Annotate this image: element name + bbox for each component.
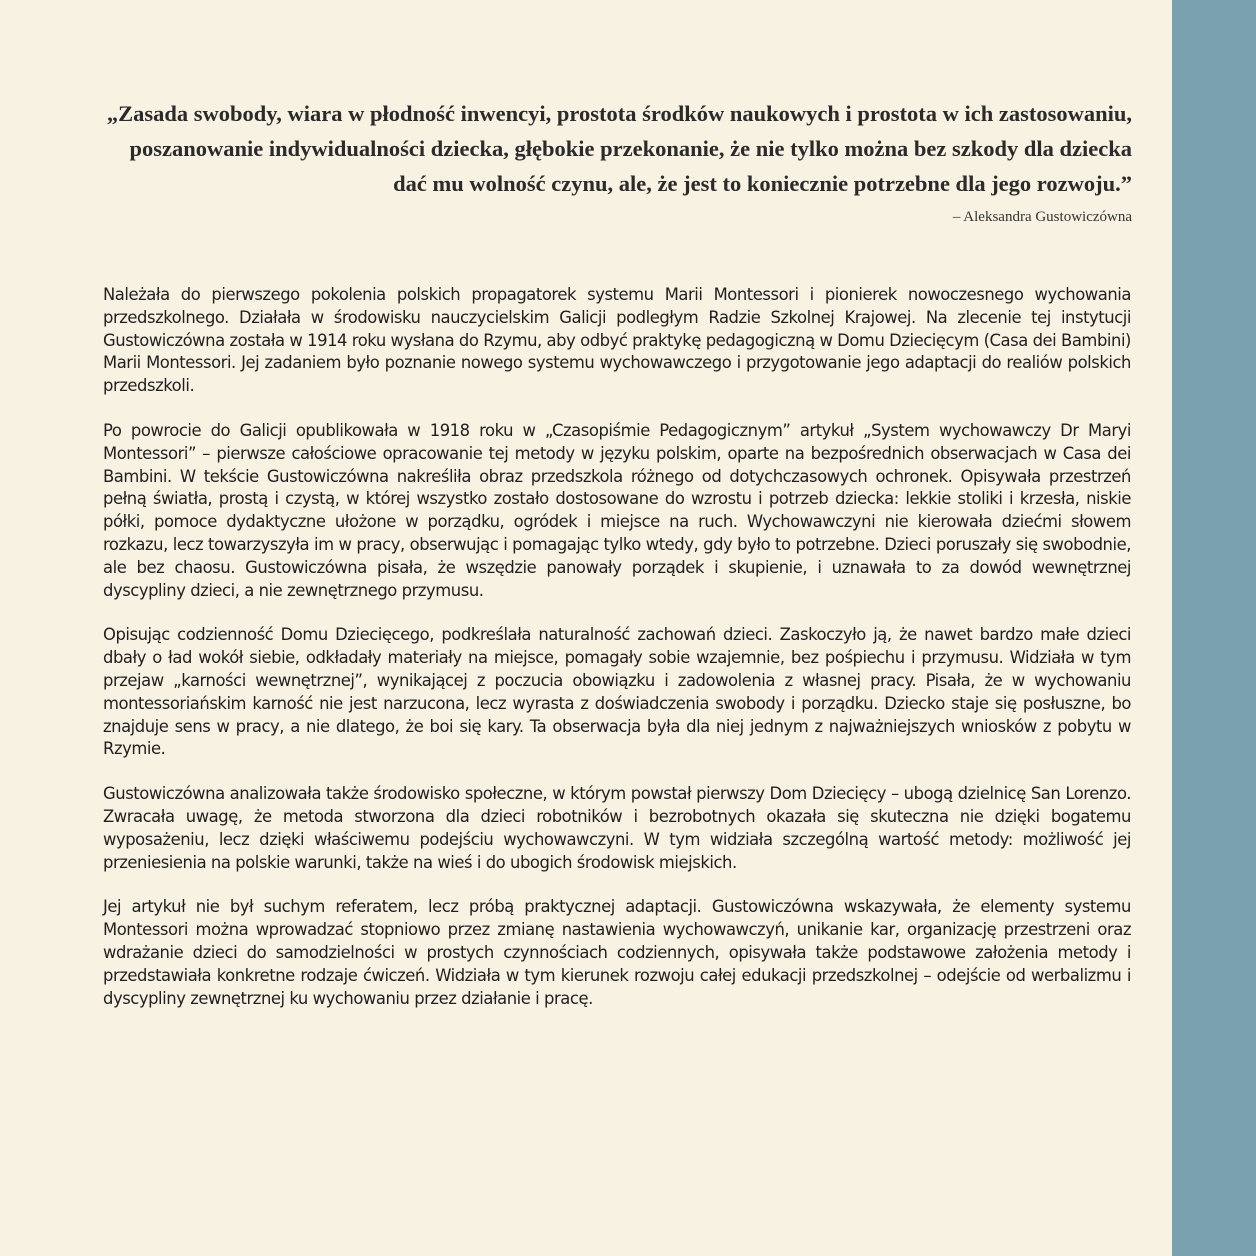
- paragraph-3: Opisując codzienność Domu Dziecięcego, podkreślała naturalność zachowań dzieci. Zaskoczyło ją, że nawet bardzo małe dzieci dbały o ład wokół siebie, odkładały materiały na miejsce, pomagały sobie wzajemnie, bez pośpiechu i przymusu. Widziała w tym przejaw „karności wewnętrznej”, wynikającej z poczucia obowiązku i zadowolenia z własnej pracy. Pisała, że w wychowaniu montessoriańskim karność nie jest narzucona, lecz wyrasta z doświadczenia swobody i porządku. Dziecko staje się posłuszne, bo znajduje sens w pracy, a nie dlatego, że boi się kary. Ta obserwacja była dla niej jednym z najważniejszych wniosków z pobytu w Rzymie.: [103, 625, 1131, 759]
- paragraph-4: Gustowiczówna analizowała także środowisko społeczne, w którym powstał pierwszy Dom Dziecięcy – ubogą dzielnicę San Lorenzo. Zwracała uwagę, że metoda stworzona dla dzieci robotników i bezrobotnych okazała się skuteczna nie dzięki bogatemu wyposażeniu, lecz dzięki właściwemu podejściu wychowawczyni. W tym widziała szczególną wartość metody: możliwość jej przeniesienia na polskie warunki, także na wieś i do ubogich środowisk miejskich.: [103, 784, 1131, 872]
- article-body: [103, 284, 1131, 1032]
- quote-block: [100, 96, 1132, 227]
- epigraph-quote: „Zasada swobody, wiara w płodność inwencyi, prostota środków naukowych i prostota w ich zastosowaniu, poszanowanie indywidualności dziecka, głębokie przekonanie, że nie tylko można bez szkody dla dziecka dać mu wolność czynu, ale, że jest to koniecznie potrzebne dla jego rozwoju.”: [106, 101, 1132, 196]
- paragraph-2: Po powrocie do Galicji opublikowała w 1918 roku w „Czasopiśmie Pedagogicznym” artykuł „System wychowawczy Dr Maryi Montessori” – pierwsze całościowe opracowanie tej metody w języku polskim, oparte na bezpośrednich obserwacjach w Casa dei Bambini. W tekście Gustowiczówna nakreśliła obraz przedszkola różnego od dotychczasowych ochronek. Opisywała przestrzeń pełną światła, prostą i czystą, w której wszystko zostało dostosowane do wzrostu i potrzeb dziecka: lekkie stoliki i krzesła, niskie półki, pomoce dydaktyczne ułożone w porządku, ogródek i miejsce na ruch. Wychowawczyni nie kierowała dziećmi słowem rozkazu, lecz towarzyszyła im w pracy, obserwując i pomagając tylko wtedy, gdy było to potrzebne. Dzieci poruszały się swobodnie, ale bez chaosu. Gustowiczówna pisała, że wszędzie panowały porządek i skupienie, i uznawała to za dowód wewnętrznej dyscypliny dzieci, a nie zewnętrznego przymusu.: [103, 420, 1131, 600]
- paragraph-5: Jej artykuł nie był suchym referatem, lecz próbą praktycznej adaptacji. Gustowiczówna wskazywała, że elementy systemu Montessori można wprowadzać stopniowo przez zmianę nastawienia wychowawczyń, unikanie kar, organizację przestrzeni oraz wdrażanie dzieci do samodzielności w prostych czynnościach codziennych, opisywała także podstawowe założenia metody i przedstawiała konkretne rodzaje ćwiczeń. Widziała w tym kierunek rozwoju całej edukacji przedszkolnej – odejście od werbalizmu i dyscypliny zewnętrznej ku wychowaniu przez działanie i pracę.: [103, 897, 1131, 1008]
- decorative-side-bar: [1172, 0, 1256, 1256]
- paragraph-1: Należała do pierwszego pokolenia polskich propagatorek systemu Marii Montessori i pionierek nowoczesnego wychowania przedszkolnego. Działała w środowisku nauczycielskim Galicji podległym Radzie Szkolnej Krajowej. Na zlecenie tej instytucji Gustowiczówna została w 1914 roku wysłana do Rzymu, aby odbyć praktykę pedagogiczną w Domu Dziecięcym (Casa dei Bambini) Marii Montessori. Jej zadaniem było poznanie nowego systemu wychowawczego i przygotowanie jego adaptacji do realiów polskich przedszkoli.: [103, 285, 1131, 396]
- quote-attribution: – Aleksandra Gustowiczówna: [952, 209, 1132, 225]
